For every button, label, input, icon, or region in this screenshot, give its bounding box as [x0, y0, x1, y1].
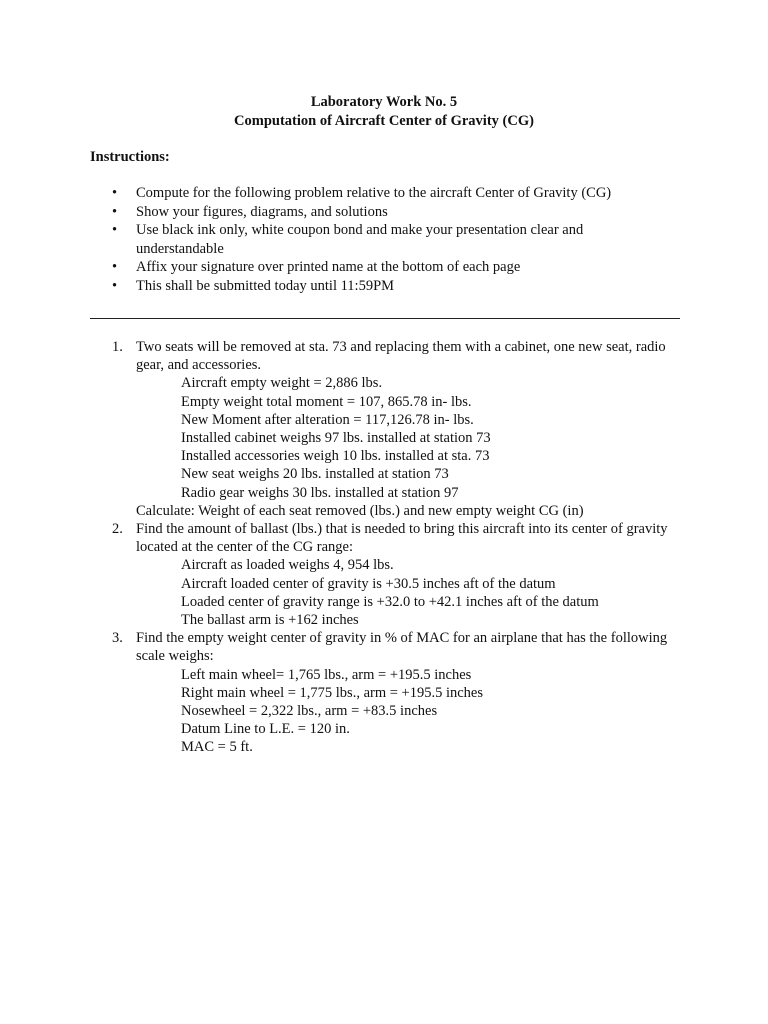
instruction-text: Use black ink only, white coupon bond and make your presentation clear and understandable [136, 222, 584, 257]
given-list [136, 374, 682, 501]
given-item: Datum Line to L.E. = 120 in. [181, 721, 350, 738]
instruction-item [112, 184, 672, 203]
bullet-icon: • [112, 222, 118, 238]
given-item: Installed accessories weigh 10 lbs. installed at sta. 73 [181, 448, 490, 465]
problem-statement: Find the empty weight center of gravity in % of MAC for an airplane that has the following scale weighs: [136, 630, 668, 665]
problem-number: 2. [112, 521, 123, 538]
problem-number: 1. [112, 339, 123, 355]
problem-statement: Two seats will be removed at sta. 73 and replacing them with a cabinet, one new seat, radio gear, and accessories. [136, 339, 666, 374]
problem-statement: Find the amount of ballast (lbs.) that is needed to bring this aircraft into its center of gravity located at the center of the CG range: [136, 521, 668, 556]
problem-item-3 [112, 629, 682, 756]
document-header [0, 93, 768, 131]
given-item: Aircraft as loaded weighs 4, 954 lbs. [181, 557, 394, 574]
given-item: MAC = 5 ft. [181, 739, 253, 756]
document-subtitle: Computation of Aircraft Center of Gravity (CG) [234, 113, 534, 129]
instruction-item [112, 203, 672, 222]
given-item: Empty weight total moment = 107, 865.78 in- lbs. [181, 393, 472, 410]
bullet-icon: • [112, 185, 118, 201]
problem-list [112, 338, 682, 757]
problem-number: 3. [112, 630, 123, 647]
given-item: Aircraft empty weight = 2,886 lbs. [181, 375, 383, 392]
section-divider [90, 318, 680, 319]
bullet-icon: • [112, 259, 118, 275]
given-item: Radio gear weighs 30 lbs. installed at station 97 [181, 484, 459, 501]
given-list [136, 666, 682, 757]
problem-calculate: Calculate: Weight of each seat removed (lbs.) and new empty weight CG (in) [136, 502, 584, 519]
instruction-text: This shall be submitted today until 11:59PM [136, 277, 395, 294]
bullet-icon: • [112, 277, 118, 294]
instruction-item [112, 277, 672, 296]
given-item: Left main wheel= 1,765 lbs., arm = +195.5 inches [181, 666, 472, 683]
given-item: Nosewheel = 2,322 lbs., arm = +83.5 inches [181, 703, 438, 720]
document-title: Laboratory Work No. 5 [310, 94, 458, 110]
given-item: Aircraft loaded center of gravity is +30.5 inches aft of the datum [181, 575, 556, 592]
instruction-text: Compute for the following problem relative to the aircraft Center of Gravity (CG) [136, 185, 612, 201]
given-item: New Moment after alteration = 117,126.78 in- lbs. [181, 411, 474, 428]
instruction-item [112, 258, 672, 277]
given-item: The ballast arm is +162 inches [181, 612, 359, 629]
given-item: Installed cabinet weighs 97 lbs. installed at station 73 [181, 430, 491, 447]
instruction-item [112, 221, 672, 258]
bullet-icon: • [112, 203, 118, 220]
given-item: Loaded center of gravity range is +32.0 to +42.1 inches aft of the datum [181, 593, 599, 610]
instruction-text: Show your figures, diagrams, and solutions [136, 203, 388, 220]
problem-item-1 [112, 338, 682, 520]
given-item: New seat weighs 20 lbs. installed at station 73 [181, 466, 449, 483]
problem-item-2 [112, 520, 682, 629]
instruction-text: Affix your signature over printed name at the bottom of each page [136, 259, 521, 275]
given-list [136, 556, 682, 629]
instructions-list [112, 184, 672, 295]
instructions-heading: Instructions: [90, 149, 170, 165]
given-item: Right main wheel = 1,775 lbs., arm = +195.5 inches [181, 684, 484, 701]
